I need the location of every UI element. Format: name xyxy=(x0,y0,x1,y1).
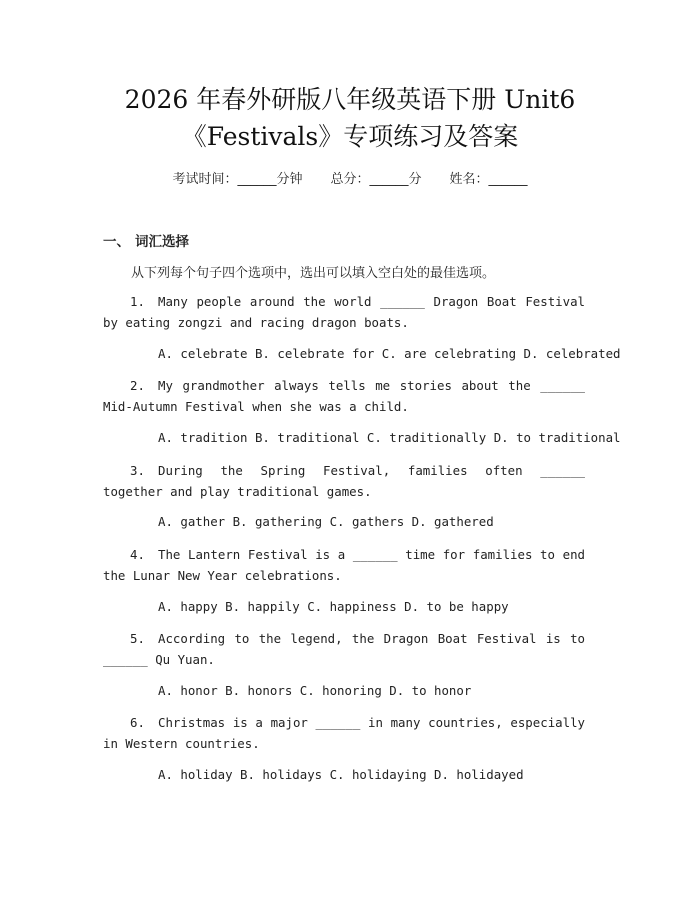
exam-time-field: 考试时间：______分钟 xyxy=(172,172,303,187)
section-number: 一、 xyxy=(103,234,130,250)
question-5 xyxy=(103,628,585,670)
question-4-options: A. happy B. happily C. happiness D. to be happy xyxy=(158,599,509,614)
question-6 xyxy=(103,712,585,754)
question-1 xyxy=(103,291,585,333)
page-title-line-2: 《Festivals》专项练习及答案 xyxy=(181,122,519,151)
question-2-options: A. tradition B. traditional C. traditionally D. to traditional xyxy=(158,430,621,445)
question-6-options: A. holiday B. holidays C. holidaying D. holidayed xyxy=(158,767,524,782)
question-3 xyxy=(103,460,585,502)
question-number: 2. xyxy=(130,378,145,393)
question-text: Many people around the world ______ Dragon Boat Festival by eating zongzi and racing dragon boats. xyxy=(103,294,585,330)
question-1-options: A. celebrate B. celebrate for C. are celebrating D. celebrated xyxy=(158,346,621,361)
question-5-options: A. honor B. honors C. honoring D. to honor xyxy=(158,683,472,698)
question-text: My grandmother always tells me stories about the ______ Mid-Autumn Festival when she was a child. xyxy=(103,378,585,414)
question-2 xyxy=(103,375,585,417)
question-text: Christmas is a major ______ in many countries, especially in Western countries. xyxy=(103,715,585,751)
question-number: 3. xyxy=(130,463,145,478)
section-heading xyxy=(103,230,189,250)
exam-info-row xyxy=(0,168,700,187)
student-name-field: 姓名：______ xyxy=(449,172,528,187)
question-number: 1. xyxy=(130,294,145,309)
question-number: 4. xyxy=(130,547,145,562)
question-4 xyxy=(103,544,585,586)
exam-score-field: 总分：______分 xyxy=(330,172,422,187)
question-text: According to the legend, the Dragon Boat Festival is to ______ Qu Yuan. xyxy=(103,631,585,667)
section-title: 词汇选择 xyxy=(135,234,189,250)
question-text: During the Spring Festival, families often ______ together and play traditional games. xyxy=(103,463,585,499)
section-instruction: 从下列每个句子四个选项中，选出可以填入空白处的最佳选项。 xyxy=(131,266,496,281)
question-number: 6. xyxy=(130,715,145,730)
question-number: 5. xyxy=(130,631,145,646)
question-3-options: A. gather B. gathering C. gathers D. gathered xyxy=(158,514,494,529)
page-title-line-1: 2026 年春外研版八年级英语下册 Unit6 xyxy=(124,85,576,114)
question-text: The Lantern Festival is a ______ time for families to end the Lunar New Year celebrations. xyxy=(103,547,585,583)
